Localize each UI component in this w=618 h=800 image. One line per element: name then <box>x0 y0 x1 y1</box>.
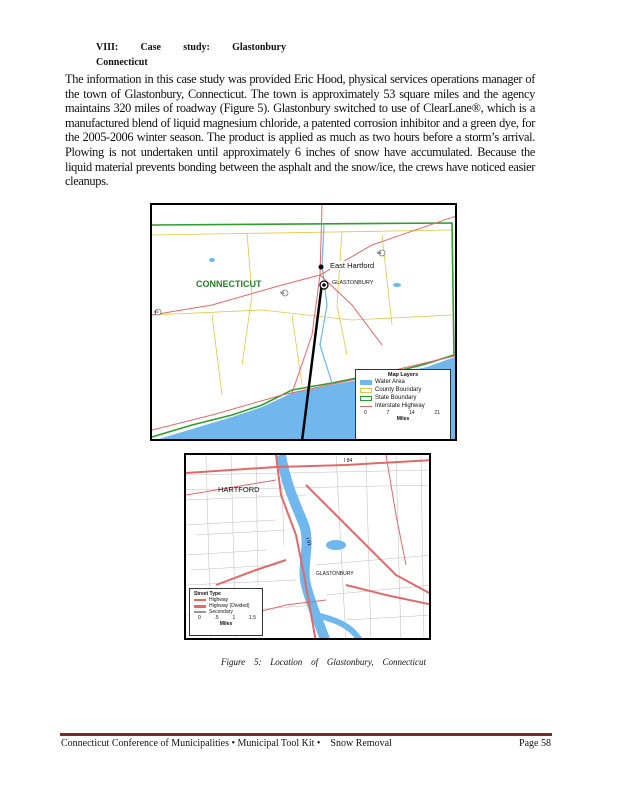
page-number: Page 58 <box>519 738 551 749</box>
interstate-84-label: 84 <box>377 250 382 255</box>
east-hartford-label: East Hartford <box>330 261 375 270</box>
interstate-91-label: 91 <box>280 290 285 295</box>
scale-bar: 0 7 14 21 <box>364 410 440 416</box>
legend-title: Map Layers <box>387 372 419 378</box>
glastonbury-detail-map <box>184 453 431 640</box>
figure-caption: Figure 5: Location of Glastonbury, Connecticut <box>221 657 426 667</box>
heading-study: study: <box>183 42 210 53</box>
heading-state: Connecticut <box>96 57 148 68</box>
east-hartford-marker <box>319 265 324 270</box>
map-layers-legend <box>355 369 451 441</box>
route-84-label: I 84 <box>344 458 353 464</box>
connecticut-map <box>150 203 457 441</box>
highway-swatch <box>360 406 372 407</box>
glastonbury-detail-label: GLASTONBURY <box>316 571 354 577</box>
footer-left: Connecticut Conference of Municipalities • Municipal Tool Kit • Snow Removal <box>61 738 392 749</box>
interstate-95-label: 95 <box>154 309 159 314</box>
detail-scale-units: Miles <box>219 621 233 627</box>
legend-item-county: County Boundary <box>356 386 450 394</box>
case-study-paragraph: The information in this case study was provided Eric Hood, physical services operations manager of the town of Glastonbury, Connecticut. The town is approximately 53 square miles and the agency maintains 320 miles of roadway (Figure 5). Glastonbury switched to use of ClearLane®, which is a manufactured blend of liquid magnesium chloride, a patented corrosion inhibitor and a green dye, for the 2005-2006 winter season. The product is applied as much as two hours before a storm’s arrival. Plowing is not undertaken until approximately 6 inches of snow have accumulated. Because the liquid material prevents bonding between the asphalt and the snow/ice, the crews have noticed easier cleanups. <box>65 72 535 189</box>
state-swatch <box>360 396 372 401</box>
water-swatch <box>360 380 372 385</box>
legend-item-highway: Highway <box>190 597 262 603</box>
county-swatch <box>360 388 372 393</box>
connecticut-label: CONNECTICUT <box>196 279 262 289</box>
route-91-label: I 91 <box>303 537 313 547</box>
hartford-label: HARTFORD <box>218 485 260 494</box>
section-heading <box>96 40 286 70</box>
heading-town: Glastonbury <box>232 42 286 53</box>
street-type-legend <box>189 588 263 636</box>
legend-item-secondary: Secondary <box>190 609 262 615</box>
footer-rule <box>60 733 552 736</box>
legend-item-highway-divided: Highway (Divided) <box>190 603 262 609</box>
footer-topic: Snow Removal <box>330 738 392 749</box>
street-legend-title: Street Type <box>194 591 221 597</box>
legend-item-water: Water Area <box>356 378 450 386</box>
heading-section: VIII: <box>96 42 119 53</box>
page-footer <box>61 738 551 749</box>
legend-item-highway: Interstate Highway <box>356 402 450 410</box>
glastonbury-label: GLASTONBURY <box>332 280 374 286</box>
detail-scale-bar: 0 .5 1 1.5 <box>198 615 256 621</box>
scale-units: Miles <box>396 416 410 422</box>
legend-item-state: State Boundary <box>356 394 450 402</box>
heading-case: Case <box>140 42 161 53</box>
